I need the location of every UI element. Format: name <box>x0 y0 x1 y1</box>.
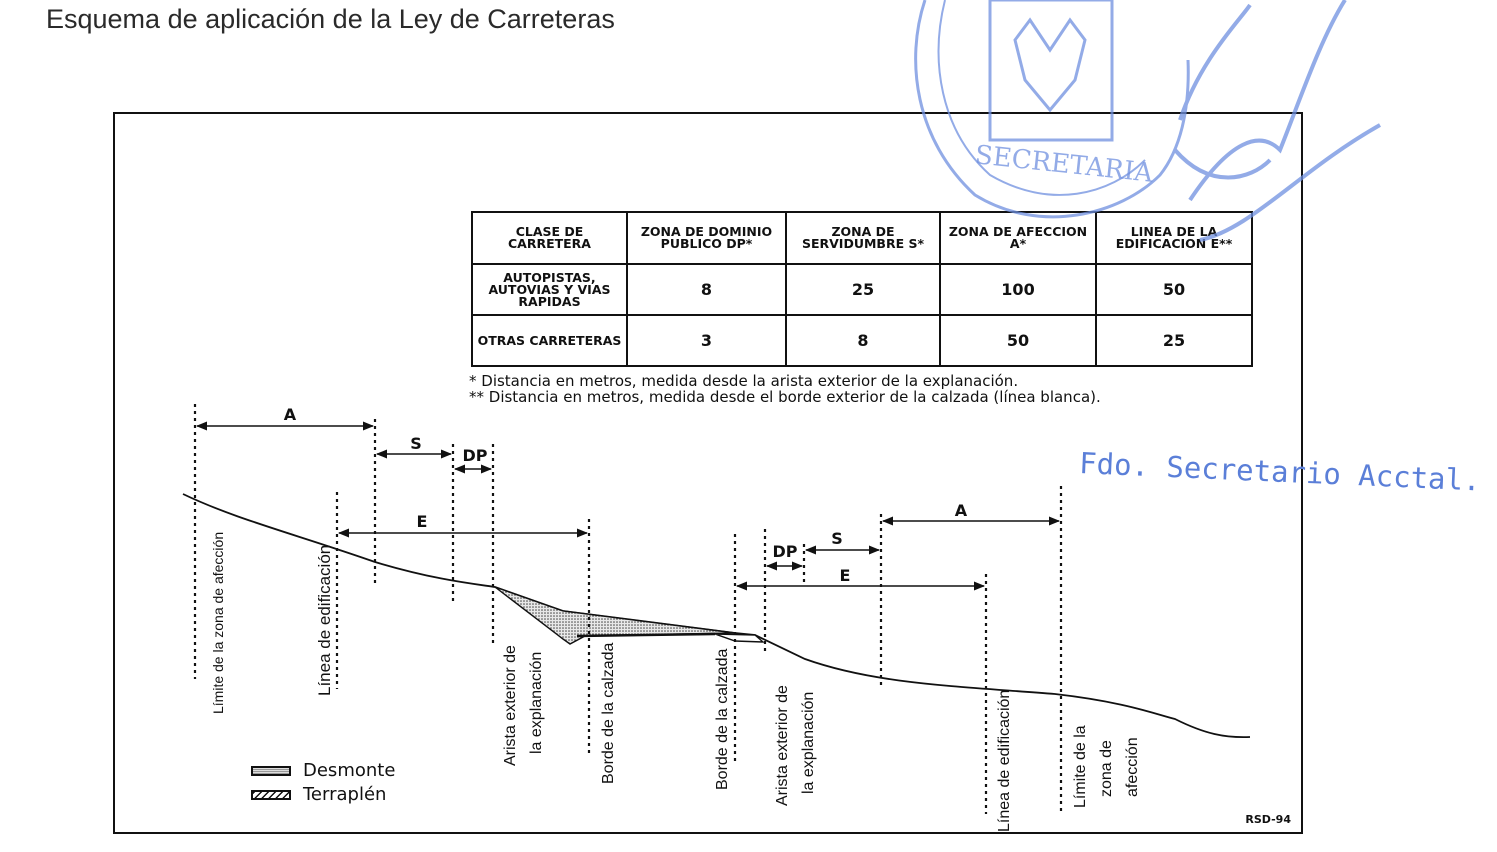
vlabel-limite-right-1: Límite de la <box>1072 725 1089 808</box>
vlabel-borde-right: Borde de la calzada <box>714 648 731 790</box>
cell-s: 8 <box>786 315 940 366</box>
legend-desmonte-label: Desmonte <box>303 760 396 781</box>
page-title: Esquema de aplicación de la Ley de Carreteras <box>46 4 615 34</box>
header-clase: CLASE DE CARRETERA <box>472 212 627 264</box>
footnote-arista: * Distancia en metros, medida desde la arista exterior de la explanación. <box>469 372 1019 390</box>
vlabel-arista-left-1: Arista exterior de <box>502 645 519 766</box>
reference-code: RSD-94 <box>1245 813 1291 826</box>
vlabel-limite-right-2: zona de <box>1098 740 1115 797</box>
legend-desmonte <box>251 760 395 781</box>
vlabel-limite-left: Límite de la zona de afección <box>210 531 226 714</box>
desmonte-swatch <box>251 766 291 776</box>
cell-dp: 3 <box>627 315 786 366</box>
signature-text: Fdo. Secretario Acctal. <box>1078 446 1482 498</box>
label-a-right: A <box>954 501 968 520</box>
cell-dp: 8 <box>627 264 786 315</box>
row-clase: AUTOPISTAS, AUTOVIAS Y VIAS RAPIDAS <box>472 264 627 315</box>
header-servidumbre: ZONA DE SERVIDUMBRE S* <box>786 212 940 264</box>
label-a-left: A <box>283 405 297 424</box>
legend-terraplen <box>251 784 386 805</box>
label-e-left: E <box>416 512 428 531</box>
cell-e: 25 <box>1096 315 1252 366</box>
row-clase: OTRAS CARRETERAS <box>472 315 627 366</box>
cell-a: 50 <box>940 315 1096 366</box>
cell-a: 100 <box>940 264 1096 315</box>
terraplen-area <box>715 634 763 642</box>
label-e-right: E <box>839 566 851 585</box>
vlabel-arista-right-2: la explanación <box>800 691 817 794</box>
cell-e: 50 <box>1096 264 1252 315</box>
vlabel-arista-right-1: Arista exterior de <box>774 685 791 806</box>
footnote-borde: ** Distancia en metros, medida desde el borde exterior de la calzada (línea blanca). <box>469 388 1101 406</box>
cell-s: 25 <box>786 264 940 315</box>
label-dp-right: DP <box>772 542 798 561</box>
terraplen-swatch <box>251 790 291 800</box>
vlabel-edificacion-left: Línea de edificación <box>315 544 334 696</box>
vlabel-arista-left-2: la explanación <box>528 651 545 754</box>
vlabel-borde-left: Borde de la calzada <box>600 642 617 784</box>
vlabel-edificacion-right: Línea de edificación <box>996 689 1013 832</box>
header-afeccion: ZONA DE AFECCION A* <box>940 212 1096 264</box>
label-dp-left: DP <box>462 446 488 465</box>
header-edificacion: LINEA DE LA EDIFICACION E** <box>1096 212 1252 264</box>
label-s-left: S <box>410 434 422 453</box>
vlabel-limite-right-3: afección <box>1124 737 1141 797</box>
label-s-right: S <box>831 529 843 548</box>
header-dominio-publico: ZONA DE DOMINIO PUBLICO DP* <box>627 212 786 264</box>
legend-terraplen-label: Terraplén <box>303 784 387 805</box>
seal-text: SECRETARIA <box>973 140 1155 189</box>
